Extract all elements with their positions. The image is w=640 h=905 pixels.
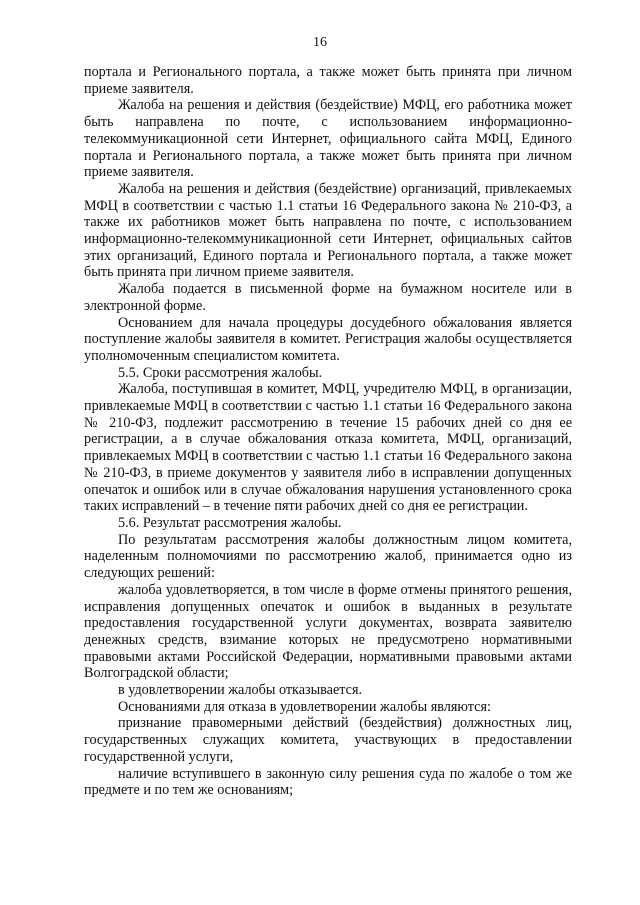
paragraph: жалоба удовлетворяется, в том числе в форме отмены принятого решения, исправления допущенных опечаток и ошибок в выданных в результате предоставления государственной услуги документах, возврата заявителю денежных средств, взимание которых не предусмотрено нормативными правовыми актами Российской Федерации, нормативными правовыми актами Волгоградской области; [84, 581, 572, 682]
paragraph: Основаниями для отказа в удовлетворении жалобы являются: [118, 698, 491, 715]
paragraph: наличие вступившего в законную силу решения суда по жалобе о том же предмете и по тем же основаниям; [84, 765, 572, 799]
document-body [84, 64, 572, 799]
paragraph: Жалоба на решения и действия (бездействие) организаций, привлекаемых МФЦ в соответствии с частью 1.1 статьи 16 Федерального закона № 210-ФЗ, а также их работников может быть направлена по почте, с использованием информационно-телекоммуникационной сети Интернет, официальных сайтов этих организаций, Единого портала и Регионального портала, а также может быть принята при личном приеме заявителя. [84, 180, 572, 281]
paragraph: Жалоба на решения и действия (бездействие) МФЦ, его работника может быть направлена по почте, с использованием информационно-телекоммуникационной сети Интернет, официального сайта МФЦ, Единого портала и Регионального портала, а также может быть принята при личном приеме заявителя. [84, 97, 572, 181]
paragraph: По результатам рассмотрения жалобы должностным лицом комитета, наделенным полномочиями по рассмотрению жалоб, принимается одно из следующих решений: [84, 531, 572, 582]
page-number: 16 [313, 35, 327, 50]
paragraph: Жалоба подается в письменной форме на бумажном носителе или в электронной форме. [84, 281, 572, 314]
paragraph: 5.5. Сроки рассмотрения жалобы. [118, 364, 323, 381]
paragraph: 5.6. Результат рассмотрения жалобы. [118, 514, 342, 531]
paragraph: Основанием для начала процедуры досудебного обжалования является поступление жалобы заявителя в комитет. Регистрация жалобы осуществляется уполномоченным специалистом комитета. [84, 314, 572, 364]
paragraph: Жалоба, поступившая в комитет, МФЦ, учредителю МФЦ, в организации, привлекаемые МФЦ в соответствии с частью 1.1 статьи 16 Федерального закона № 210-ФЗ, подлежит рассмотрению в течение 15 рабочих дней со дня ее регистрации, а в случае обжалования отказа комитета, МФЦ, организаций, привлекаемых МФЦ в соответствии с частью 1.1 статьи 16 Федерального закона № 210-ФЗ, в приеме документов у заявителя либо в исправлении допущенных опечаток и ошибок или в случае обжалования нарушения установленного срока таких исправлений – в течение пяти рабочих дней со дня ее регистрации. [84, 381, 572, 515]
paragraph: признание правомерными действий (бездействия) должностных лиц, государственных служащих комитета, участвующих в предоставлении государственной услуги, [84, 715, 572, 765]
paragraph: портала и Регионального портала, а также может быть принята при личном приеме заявителя. [84, 64, 572, 97]
paragraph: в удовлетворении жалобы отказывается. [118, 682, 363, 699]
